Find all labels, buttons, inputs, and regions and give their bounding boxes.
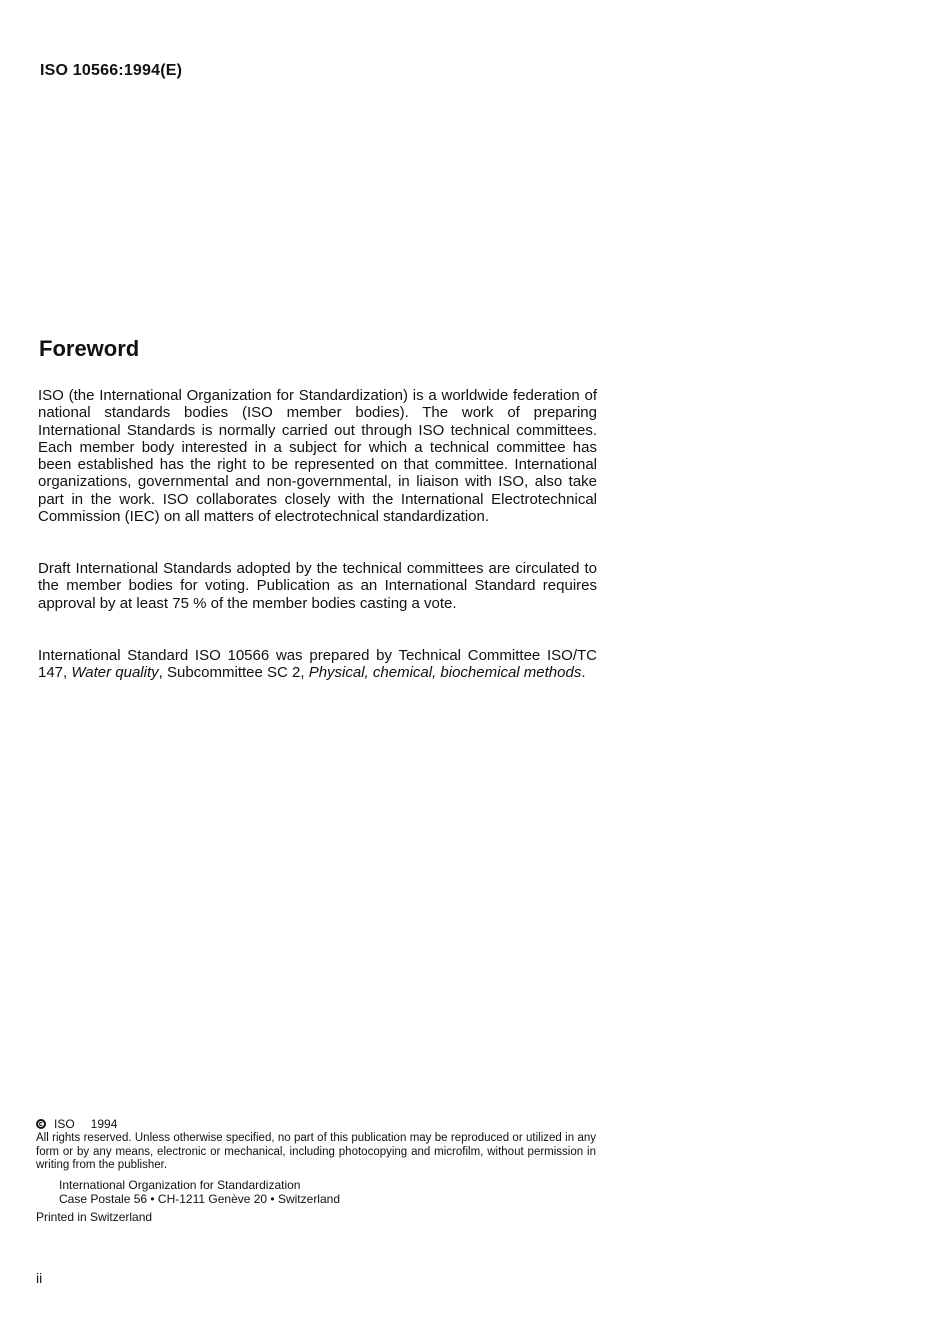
foreword-title: Foreword — [39, 336, 140, 361]
rights-reserved-text: All rights reserved. Unless otherwise specified, no part of this publication may be reproduced or utilized in any form or by any means, electronic or mechanical, including photocopying and microfilm, without permission in writing from the publisher. — [36, 1132, 596, 1171]
paragraph-3-middle: , Subcommittee SC 2, — [158, 664, 309, 682]
publisher-postal-address: Case Postale 56 • CH-1211 Genève 20 • Switzerland — [59, 1191, 340, 1206]
publisher-organization: International Organization for Standardization — [59, 1177, 301, 1192]
foreword-paragraph-1: ISO (the International Organization for Standardization) is a worldwide federation of national standards bodies (ISO member bodies). The work of preparing International Standards is normally carried out through ISO technical committees. Each member body interested in a subject for which a technical committee has been established has the right to be represented on that committee. International organizations, governmental and non-governmental, in liaison with ISO, also take part in the work. ISO collaborates closely with the International Electrotechnical Commission (IEC) on all matters of electrotechnical standardization. — [38, 387, 597, 526]
copyright-icon — [36, 1119, 46, 1129]
subcommittee-title: Physical, chemical, biochemical methods — [308, 664, 582, 682]
foreword-paragraph-2: Draft International Standards adopted by the technical committees are circulated to the member bodies for voting. Publication as an International Standard requires approval by at least 75 % of the member bodies casting a vote. — [38, 560, 597, 612]
paragraph-3-intro: International Standard ISO 10566 was prepared by Technical Committee ISO/TC 147, — [38, 647, 597, 682]
page-number: ii — [36, 1270, 43, 1286]
committee-title: Water quality — [71, 664, 159, 682]
standard-code-header: ISO 10566:1994(E) — [40, 62, 183, 79]
foreword-paragraph-3 — [38, 647, 597, 682]
paragraph-3-end: . — [581, 664, 586, 682]
printed-in: Printed in Switzerland — [36, 1209, 153, 1224]
copyright-owner: ISO — [54, 1117, 75, 1131]
copyright-line — [36, 1117, 596, 1131]
copyright-block — [36, 1117, 596, 1224]
publisher-address — [36, 1178, 596, 1206]
copyright-year: 1994 — [90, 1117, 118, 1131]
